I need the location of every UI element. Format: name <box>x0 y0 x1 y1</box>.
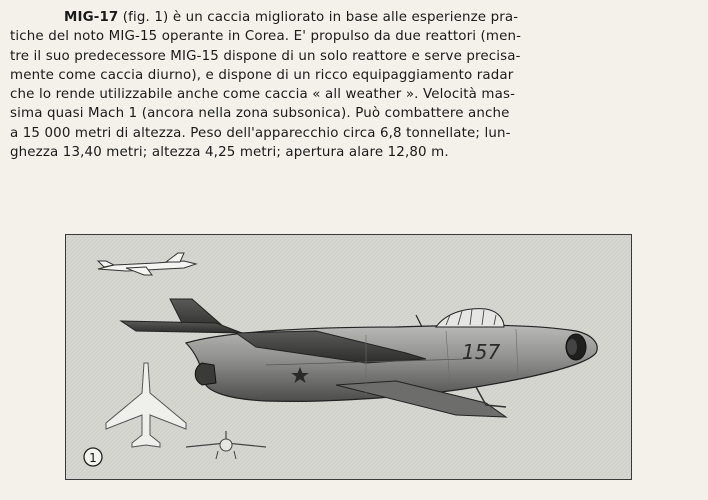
paragraph-line-4 <box>10 66 694 85</box>
paragraph-line-3-text: tre il suo predecessore MIG-15 dispone di un solo reattore e serve precisa- <box>10 48 521 64</box>
fuselage-number: 157 <box>462 340 501 364</box>
paragraph-line-5-text: che lo rende utilizzabile anche come caccia « all weather ». Velocità mas- <box>10 87 516 103</box>
paragraph-line-6 <box>10 104 694 123</box>
figure-number-badge <box>84 448 102 466</box>
aircraft-illustration <box>66 235 631 479</box>
paragraph-line-8-text: ghezza 13,40 metri; altezza 4,25 metri; apertura alare 12,80 m. <box>10 145 449 161</box>
paragraph-line-6-text: sima quasi Mach 1 (ancora nella zona subsonica). Può combattere anche <box>10 106 510 122</box>
paragraph-line-2-text: tiche del noto MIG-15 operante in Corea. E' propulso da due reattori (men- <box>10 29 522 45</box>
paragraph-line-3 <box>10 47 694 66</box>
paragraph-line-2 <box>10 27 694 46</box>
paragraph-line-7-text: a 15 000 metri di altezza. Peso dell'apparecchio circa 6,8 tonnellate; lun- <box>10 125 511 141</box>
paragraph-line-5 <box>10 85 694 104</box>
paragraph-line-1 <box>10 8 694 27</box>
paragraph-line-7 <box>10 124 694 143</box>
figure-number: 1 <box>89 451 97 465</box>
paragraph-line-8 <box>10 143 694 162</box>
aircraft-name: MIG-17 <box>64 10 119 25</box>
paragraph-line-1-text: (fig. 1) è un caccia migliorato in base alle esperienze pra- <box>118 10 519 25</box>
description-paragraph <box>10 8 694 162</box>
aircraft-figure <box>65 234 632 480</box>
paragraph-line-4-text: mente come caccia diurno), e dispone di un ricco equipaggiamento radar <box>10 67 514 83</box>
